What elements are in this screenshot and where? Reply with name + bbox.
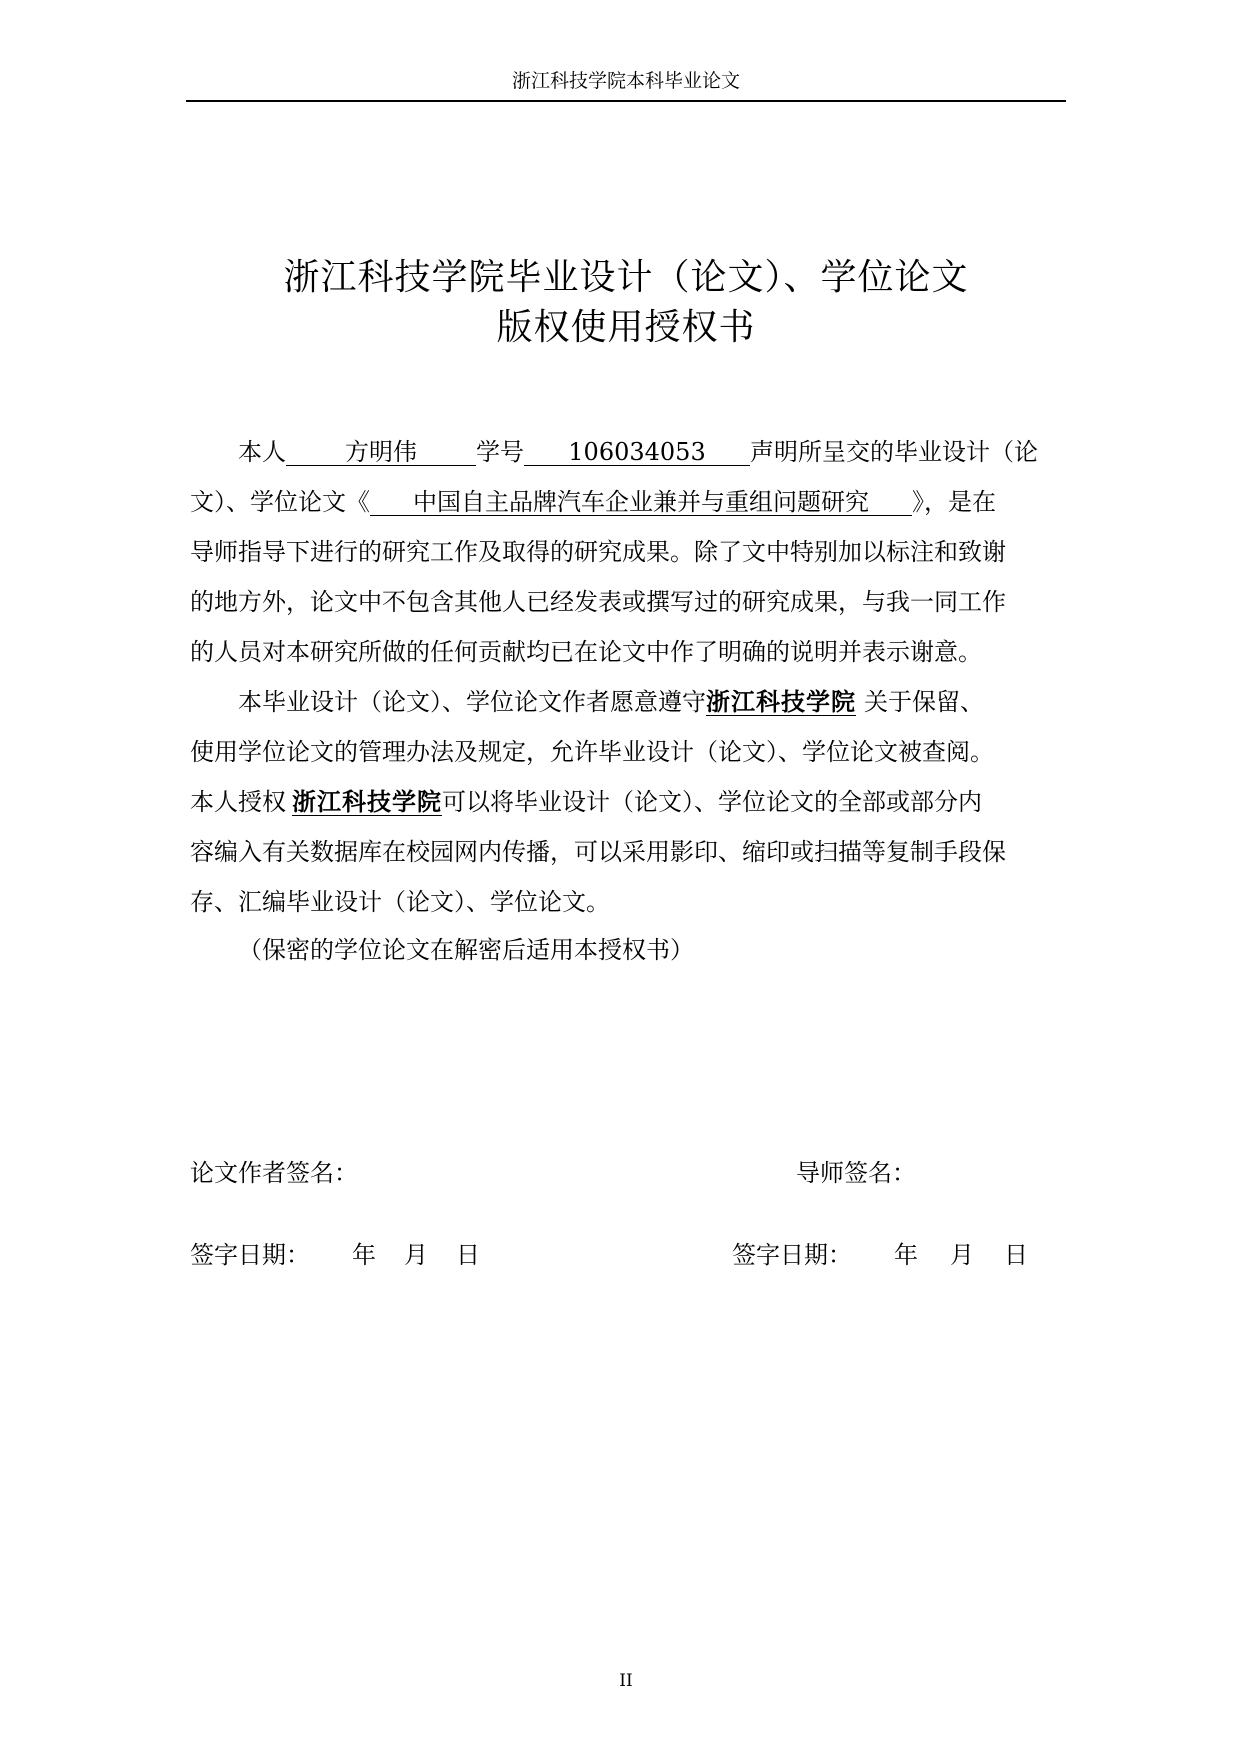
advisor-date-month: 月 bbox=[950, 1241, 974, 1269]
authorization-line-5: 存、汇编毕业设计（论文）、学位论文。 bbox=[190, 888, 610, 916]
advisor-date-label: 签字日期： bbox=[732, 1241, 852, 1269]
document-title-line-2: 版权使用授权书 bbox=[496, 307, 756, 348]
declaration-line-2 bbox=[190, 478, 1070, 526]
authorization-line-1-prefix: 本毕业设计（论文）、学位论文作者愿意遵守 bbox=[238, 688, 706, 716]
author-date-label: 签字日期： bbox=[190, 1241, 310, 1269]
author-date-month: 月 bbox=[404, 1241, 428, 1269]
declaration-line-4: 的地方外，论文中不包含其他人已经发表或撰写过的研究成果，与我一同工作 bbox=[190, 588, 1006, 616]
thesis-title-field: 中国自主品牌汽车企业兼并与重组问题研究 bbox=[370, 489, 912, 516]
institution-name: 浙江科技学院 bbox=[706, 688, 856, 716]
authorization-line-2: 使用学位论文的管理办法及规定，允许毕业设计（论文）、学位论文被查阅。 bbox=[190, 738, 994, 766]
thesis-title-suffix: 》，是在 bbox=[912, 488, 996, 516]
declaration-line-1 bbox=[190, 428, 1070, 476]
running-header: 浙江科技学院本科毕业论文 bbox=[511, 70, 740, 92]
authorization-line-3-prefix: 本人授权 bbox=[190, 788, 286, 816]
student-id-field: 106034053 bbox=[524, 439, 750, 466]
thesis-title-prefix: 文）、学位论文《 bbox=[190, 488, 370, 516]
authorized-institution-name: 浙江科技学院 bbox=[292, 788, 442, 816]
advisor-date-day: 日 bbox=[1004, 1241, 1028, 1269]
authorization-line-1-suffix: 关于保留、 bbox=[864, 688, 984, 716]
authorization-line-4: 容编入有关数据库在校园网内传播，可以采用影印、缩印或扫描等复制手段保 bbox=[190, 838, 1006, 866]
confidentiality-note: （保密的学位论文在解密后适用本授权书） bbox=[238, 936, 694, 964]
declaration-lead: 本人 bbox=[238, 438, 286, 466]
advisor-signature-label: 导师签名： bbox=[796, 1159, 916, 1187]
author-date-day: 日 bbox=[456, 1241, 480, 1269]
document-title-line-1: 浙江科技学院毕业设计（论文）、学位论文 bbox=[283, 257, 969, 298]
student-id-label: 学号 bbox=[476, 438, 524, 466]
page-number: II bbox=[619, 1671, 633, 1691]
author-signature-label: 论文作者签名： bbox=[190, 1159, 358, 1187]
authorization-line-3 bbox=[190, 778, 1070, 826]
header-rule bbox=[186, 100, 1066, 102]
declaration-line-5: 的人员对本研究所做的任何贡献均已在论文中作了明确的说明并表示谢意。 bbox=[190, 638, 982, 666]
authorization-line-1 bbox=[190, 678, 1070, 726]
declaration-line-3: 导师指导下进行的研究工作及取得的研究成果。除了文中特别加以标注和致谢 bbox=[190, 538, 1006, 566]
advisor-date-year: 年 bbox=[894, 1241, 918, 1269]
author-name-field: 方明伟 bbox=[286, 439, 476, 466]
author-date-year: 年 bbox=[352, 1241, 376, 1269]
declaration-statement: 声明所呈交的毕业设计（论 bbox=[750, 438, 1038, 466]
authorization-line-3-suffix: 可以将毕业设计（论文）、学位论文的全部或部分内 bbox=[442, 788, 982, 816]
